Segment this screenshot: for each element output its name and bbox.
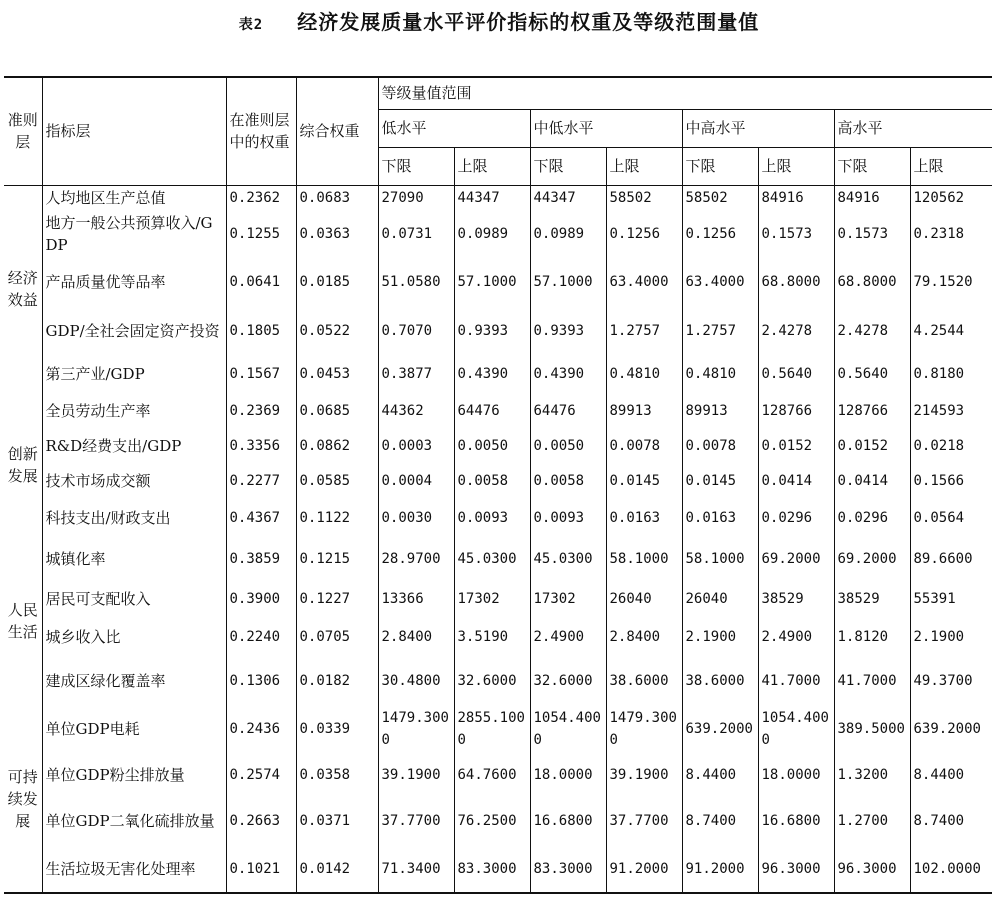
upper-limit-cell: 89913: [606, 393, 682, 429]
lower-limit-cell: 30.4800: [378, 657, 454, 705]
weight-in-criteria-cell: 0.3859: [226, 537, 296, 581]
lower-limit-cell: 37.7700: [378, 797, 454, 845]
upper-limit-cell: 0.0296: [758, 499, 834, 537]
lower-limit-cell: 0.3877: [378, 355, 454, 393]
combined-weight-cell: 0.0683: [296, 185, 378, 211]
table-row: [4, 617, 992, 657]
table-row: [4, 211, 992, 257]
lower-limit-cell: 0.1256: [682, 211, 758, 257]
table-row: [4, 307, 992, 355]
upper-limit-cell: 68.8000: [758, 257, 834, 307]
lower-limit-cell: 51.0580: [378, 257, 454, 307]
upper-limit-cell: 1479.3000: [606, 705, 682, 753]
upper-limit-cell: 41.7000: [758, 657, 834, 705]
combined-weight-cell: 0.0339: [296, 705, 378, 753]
upper-limit-cell: 0.4390: [454, 355, 530, 393]
combined-weight-cell: 0.0142: [296, 845, 378, 893]
lower-limit-cell: 58502: [682, 185, 758, 211]
criteria-cell: 经济效益: [4, 185, 42, 393]
upper-limit-cell: 16.6800: [758, 797, 834, 845]
lower-limit-cell: 2.4278: [834, 307, 910, 355]
lower-limit-cell: 83.3000: [530, 845, 606, 893]
indicator-cell: 单位GDP二氧化硫排放量: [42, 797, 226, 845]
combined-weight-cell: 0.0363: [296, 211, 378, 257]
lower-limit-cell: 0.0152: [834, 429, 910, 463]
weight-in-criteria-cell: 0.2277: [226, 463, 296, 499]
weight-in-criteria-cell: 0.2574: [226, 753, 296, 797]
upper-limit-cell: 2.4278: [758, 307, 834, 355]
table-row: [4, 753, 992, 797]
lower-limit-cell: 0.0078: [682, 429, 758, 463]
upper-limit-cell: 64476: [454, 393, 530, 429]
header-level-high: 高水平: [834, 109, 992, 147]
lower-limit-cell: 39.1900: [378, 753, 454, 797]
weight-in-criteria-cell: 0.1021: [226, 845, 296, 893]
header-lower: 下限: [682, 147, 758, 185]
upper-limit-cell: 26040: [606, 581, 682, 617]
upper-limit-cell: 0.1566: [913, 473, 965, 489]
weight-in-criteria-cell: 0.3900: [226, 581, 296, 617]
combined-weight-cell: 0.0185: [296, 257, 378, 307]
indicator-cell: 人均地区生产总值: [42, 185, 226, 211]
upper-limit-cell: 2855.1000: [454, 705, 530, 753]
upper-limit-cell: 38529: [758, 581, 834, 617]
weight-in-criteria-cell: 0.1567: [226, 355, 296, 393]
lower-limit-cell: 16.6800: [530, 797, 606, 845]
table-row: [4, 355, 992, 393]
lower-limit-cell: 0.9393: [530, 307, 606, 355]
upper-limit-cell: 55391: [913, 591, 956, 607]
upper-limit-cell: 128766: [758, 393, 834, 429]
upper-limit-cell: 102.0000: [913, 860, 981, 877]
upper-limit-cell: 79.1520: [913, 274, 973, 290]
upper-limit-cell: 17302: [454, 581, 530, 617]
upper-limit-cell: 0.0145: [606, 463, 682, 499]
combined-weight-cell: 0.0862: [296, 429, 378, 463]
upper-limit-cell: 32.6000: [454, 657, 530, 705]
table-row: [4, 393, 992, 429]
upper-limit-cell: 0.0152: [758, 429, 834, 463]
upper-limit-cell: 58.1000: [606, 537, 682, 581]
lower-limit-cell: 0.0414: [834, 463, 910, 499]
combined-weight-cell: 0.0453: [296, 355, 378, 393]
indicator-cell: GDP/全社会固定资产投资: [42, 307, 226, 355]
combined-weight-cell: 0.0371: [296, 797, 378, 845]
lower-limit-cell: 45.0300: [530, 537, 606, 581]
lower-limit-cell: 0.0050: [530, 429, 606, 463]
header-lower: 下限: [378, 147, 454, 185]
lower-limit-cell: 96.3000: [834, 845, 910, 893]
table-row: [4, 537, 992, 581]
upper-limit-cell: 214593: [913, 403, 965, 419]
weight-in-criteria-cell: 0.3356: [226, 429, 296, 463]
table-row: [4, 185, 992, 211]
lower-limit-cell: 27090: [378, 185, 454, 211]
table-row: [4, 499, 992, 537]
combined-weight-cell: 0.0358: [296, 753, 378, 797]
criteria-cell: 创新发展: [4, 393, 42, 537]
table-row: [4, 429, 992, 463]
lower-limit-cell: 1.2757: [682, 307, 758, 355]
table-title: 经济发展质量水平评价指标的权重及等级范围量值: [297, 10, 760, 34]
weight-in-criteria-cell: 0.1255: [226, 211, 296, 257]
indicator-cell: 科技支出/财政支出: [42, 499, 226, 537]
lower-limit-cell: 18.0000: [530, 753, 606, 797]
lower-limit-cell: 1.2700: [834, 797, 910, 845]
table-caption: [0, 6, 998, 35]
lower-limit-cell: 71.3400: [378, 845, 454, 893]
upper-limit-cell: 57.1000: [454, 257, 530, 307]
lower-limit-cell: 0.4810: [682, 355, 758, 393]
lower-limit-cell: 0.0003: [378, 429, 454, 463]
header-criteria: 准则层: [4, 77, 42, 185]
lower-limit-cell: 0.7070: [378, 307, 454, 355]
lower-limit-cell: 44347: [530, 185, 606, 211]
lower-limit-cell: 128766: [834, 393, 910, 429]
criteria-cell: 可持续发展: [4, 705, 42, 893]
upper-limit-cell: 45.0300: [454, 537, 530, 581]
upper-limit-cell: 0.4810: [606, 355, 682, 393]
table-row: [4, 581, 992, 617]
combined-weight-cell: 0.1122: [296, 499, 378, 537]
upper-limit-cell: 0.1573: [758, 211, 834, 257]
criteria-cell: 人民生活: [4, 537, 42, 705]
weight-in-criteria-cell: 0.2240: [226, 617, 296, 657]
lower-limit-cell: 38.6000: [682, 657, 758, 705]
lower-limit-cell: 89913: [682, 393, 758, 429]
upper-limit-cell: 0.0058: [454, 463, 530, 499]
weight-in-criteria-cell: 0.2663: [226, 797, 296, 845]
combined-weight-cell: 0.0585: [296, 463, 378, 499]
upper-limit-cell: 8.7400: [913, 813, 965, 829]
lower-limit-cell: 0.0004: [378, 463, 454, 499]
upper-limit-cell: 0.0050: [454, 429, 530, 463]
indicator-cell: 建成区绿化覆盖率: [42, 657, 226, 705]
lower-limit-cell: 1479.3000: [378, 705, 454, 753]
lower-limit-cell: 639.2000: [682, 705, 758, 753]
table-row: [4, 845, 992, 893]
header-indicator: 指标层: [42, 77, 226, 185]
upper-limit-cell: 39.1900: [606, 753, 682, 797]
lower-limit-cell: 0.0989: [530, 211, 606, 257]
upper-limit-cell: 38.6000: [606, 657, 682, 705]
lower-limit-cell: 2.4900: [530, 617, 606, 657]
header-upper: 上限: [454, 147, 530, 185]
indicator-cell: 第三产业/GDP: [42, 355, 226, 393]
indicator-cell: 技术市场成交额: [42, 463, 226, 499]
upper-limit-cell: 0.2318: [913, 226, 965, 242]
upper-limit-cell: 0.0163: [606, 499, 682, 537]
header-level-mid-low: 中低水平: [530, 109, 682, 147]
weights-table: [4, 76, 992, 894]
lower-limit-cell: 84916: [834, 185, 910, 211]
indicator-cell: 产品质量优等品率: [42, 257, 226, 307]
table-row: [4, 657, 992, 705]
upper-limit-cell: 1054.4000: [758, 705, 834, 753]
upper-limit-cell: 0.0564: [913, 510, 965, 526]
lower-limit-cell: 0.0163: [682, 499, 758, 537]
weight-in-criteria-cell: 0.2436: [226, 705, 296, 753]
lower-limit-cell: 0.1573: [834, 211, 910, 257]
combined-weight-cell: 0.1215: [296, 537, 378, 581]
lower-limit-cell: 0.0058: [530, 463, 606, 499]
indicator-cell: 生活垃圾无害化处理率: [42, 845, 226, 893]
upper-limit-cell: 4.2544: [913, 323, 965, 339]
lower-limit-cell: 41.7000: [834, 657, 910, 705]
upper-limit-cell: 0.8180: [913, 366, 965, 382]
lower-limit-cell: 28.9700: [378, 537, 454, 581]
indicator-cell: 城乡收入比: [42, 617, 226, 657]
upper-limit-cell: 89.6600: [913, 551, 973, 567]
header-upper: 上限: [910, 147, 992, 185]
lower-limit-cell: 17302: [530, 581, 606, 617]
lower-limit-cell: 0.0731: [378, 211, 454, 257]
combined-weight-cell: 0.0182: [296, 657, 378, 705]
lower-limit-cell: 26040: [682, 581, 758, 617]
upper-limit-cell: 69.2000: [758, 537, 834, 581]
upper-limit-cell: 76.2500: [454, 797, 530, 845]
lower-limit-cell: 69.2000: [834, 537, 910, 581]
header-upper: 上限: [758, 147, 834, 185]
indicator-cell: 单位GDP粉尘排放量: [42, 753, 226, 797]
upper-limit-cell: 58502: [606, 185, 682, 211]
lower-limit-cell: 8.4400: [682, 753, 758, 797]
upper-limit-cell: 0.0989: [454, 211, 530, 257]
upper-limit-cell: 1.2757: [606, 307, 682, 355]
lower-limit-cell: 0.0093: [530, 499, 606, 537]
weight-in-criteria-cell: 0.4367: [226, 499, 296, 537]
lower-limit-cell: 1054.4000: [530, 705, 606, 753]
header-lower: 下限: [834, 147, 910, 185]
weight-in-criteria-cell: 0.0641: [226, 257, 296, 307]
lower-limit-cell: 389.5000: [834, 705, 910, 753]
upper-limit-cell: 64.7600: [454, 753, 530, 797]
upper-limit-cell: 639.2000: [913, 721, 981, 737]
lower-limit-cell: 38529: [834, 581, 910, 617]
combined-weight-cell: 0.1227: [296, 581, 378, 617]
upper-limit-cell: 83.3000: [454, 845, 530, 893]
lower-limit-cell: 57.1000: [530, 257, 606, 307]
lower-limit-cell: 68.8000: [834, 257, 910, 307]
lower-limit-cell: 2.1900: [682, 617, 758, 657]
lower-limit-cell: 63.4000: [682, 257, 758, 307]
indicator-cell: 居民可支配收入: [42, 581, 226, 617]
lower-limit-cell: 8.7400: [682, 797, 758, 845]
header-level-mid-high: 中高水平: [682, 109, 834, 147]
upper-limit-cell: 2.4900: [758, 617, 834, 657]
upper-limit-cell: 0.0093: [454, 499, 530, 537]
lower-limit-cell: 44362: [378, 393, 454, 429]
upper-limit-cell: 0.9393: [454, 307, 530, 355]
upper-limit-cell: 0.5640: [758, 355, 834, 393]
upper-limit-cell: 2.8400: [606, 617, 682, 657]
header-lower: 下限: [530, 147, 606, 185]
upper-limit-cell: 0.0414: [758, 463, 834, 499]
lower-limit-cell: 0.0030: [378, 499, 454, 537]
upper-limit-cell: 91.2000: [606, 845, 682, 893]
upper-limit-cell: 18.0000: [758, 753, 834, 797]
lower-limit-cell: 0.0145: [682, 463, 758, 499]
header-upper: 上限: [606, 147, 682, 185]
upper-limit-cell: 0.0078: [606, 429, 682, 463]
table-row: [4, 797, 992, 845]
lower-limit-cell: 1.8120: [834, 617, 910, 657]
lower-limit-cell: 91.2000: [682, 845, 758, 893]
upper-limit-cell: 0.1256: [606, 211, 682, 257]
upper-limit-cell: 8.4400: [913, 767, 965, 783]
table-row: [4, 705, 992, 753]
weight-in-criteria-cell: 0.2362: [226, 185, 296, 211]
header-combined-weight: 综合权重: [296, 77, 378, 185]
lower-limit-cell: 13366: [378, 581, 454, 617]
header-weight-in-criteria: 在准则层中的权重: [226, 77, 296, 185]
weight-in-criteria-cell: 0.2369: [226, 393, 296, 429]
indicator-cell: R&D经费支出/GDP: [42, 429, 226, 463]
weight-in-criteria-cell: 0.1306: [226, 657, 296, 705]
table-row: [4, 257, 992, 307]
header-range-group: 等级量值范围: [378, 77, 992, 109]
weight-in-criteria-cell: 0.1805: [226, 307, 296, 355]
upper-limit-cell: 63.4000: [606, 257, 682, 307]
indicator-cell: 单位GDP电耗: [42, 705, 226, 753]
lower-limit-cell: 0.5640: [834, 355, 910, 393]
combined-weight-cell: 0.0685: [296, 393, 378, 429]
combined-weight-cell: 0.0705: [296, 617, 378, 657]
indicator-cell: 地方一般公共预算收入/GDP: [42, 211, 226, 257]
upper-limit-cell: 3.5190: [454, 617, 530, 657]
upper-limit-cell: 44347: [454, 185, 530, 211]
lower-limit-cell: 0.4390: [530, 355, 606, 393]
upper-limit-cell: 2.1900: [913, 629, 965, 645]
indicator-cell: 全员劳动生产率: [42, 393, 226, 429]
upper-limit-cell: 37.7700: [606, 797, 682, 845]
combined-weight-cell: 0.0522: [296, 307, 378, 355]
lower-limit-cell: 2.8400: [378, 617, 454, 657]
lower-limit-cell: 64476: [530, 393, 606, 429]
lower-limit-cell: 32.6000: [530, 657, 606, 705]
indicator-cell: 城镇化率: [42, 537, 226, 581]
upper-limit-cell: 96.3000: [758, 845, 834, 893]
lower-limit-cell: 1.3200: [834, 753, 910, 797]
table-number: 表2: [238, 17, 264, 33]
upper-limit-cell: 0.0218: [913, 438, 965, 454]
upper-limit-cell: 120562: [913, 190, 965, 207]
header-level-low: 低水平: [378, 109, 530, 147]
upper-limit-cell: 49.3700: [913, 673, 973, 689]
upper-limit-cell: 84916: [758, 185, 834, 211]
lower-limit-cell: 58.1000: [682, 537, 758, 581]
table-row: [4, 463, 992, 499]
lower-limit-cell: 0.0296: [834, 499, 910, 537]
